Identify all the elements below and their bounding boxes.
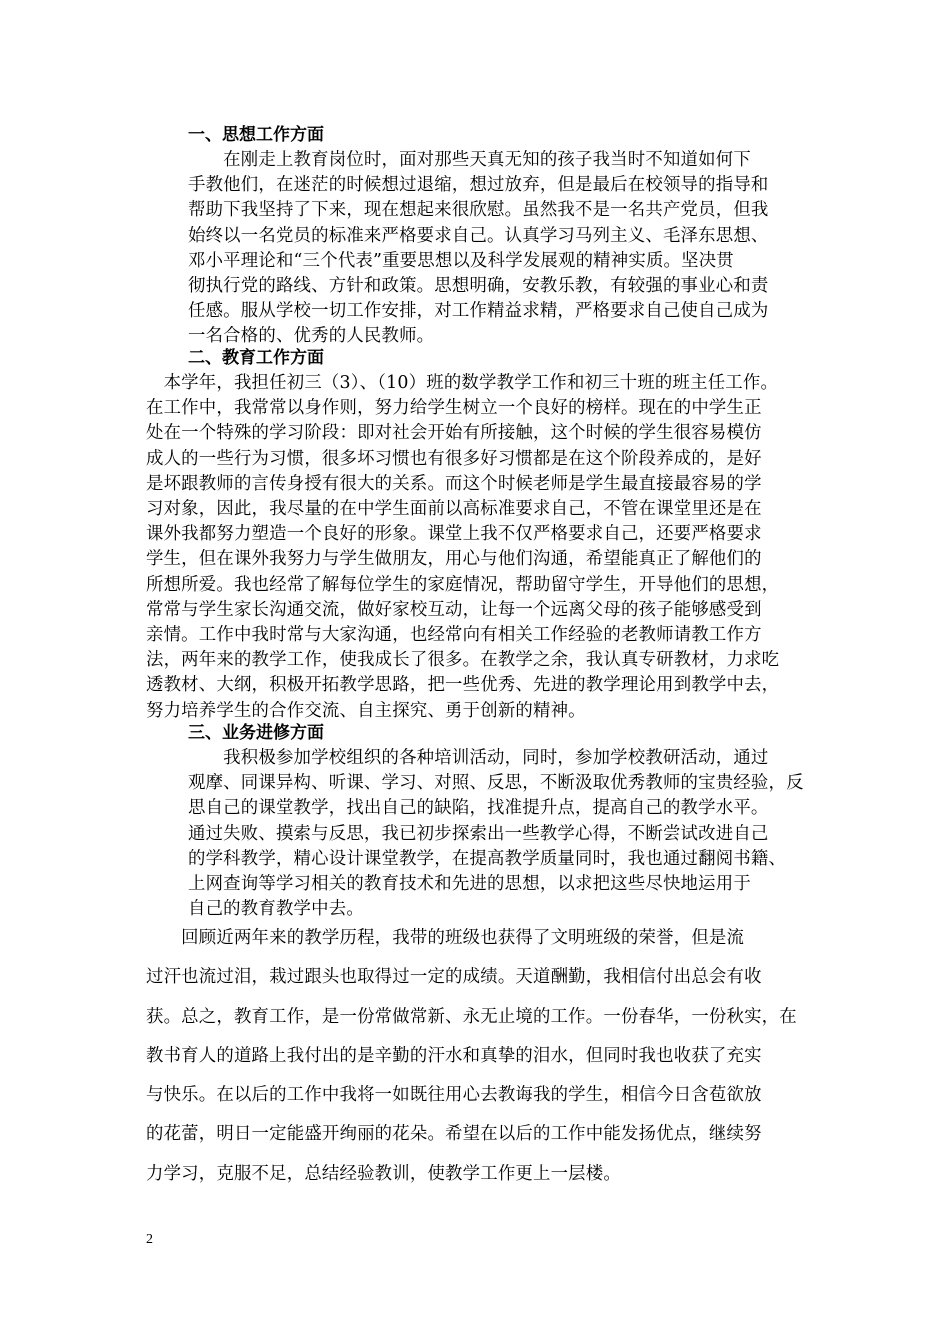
text-line: 亲情。工作中我时常与大家沟通，也经常向有相关工作经验的老教师请教工作方 bbox=[146, 625, 762, 646]
section-body-education bbox=[146, 371, 818, 724]
text-line: 习对象，因此，我尽量的在中学生面前以高标准要求自己，不管在课堂里还是在 bbox=[146, 499, 762, 520]
text-line: 透教材、大纲，积极开拓教学思路，把一些优秀、先进的教学理论用到教学中去， bbox=[146, 675, 780, 696]
text-line: 任感。服从学校一切工作安排，对工作精益求精，严格要求自己使自己成为 bbox=[188, 301, 769, 322]
text-line: 努力培养学生的合作交流、自主探究、勇于创新的精神。 bbox=[146, 700, 586, 721]
text-line: 邓小平理论和“三个代表”重要思想以及科学发展观的精神实质。坚决贯 bbox=[188, 250, 734, 271]
text-line: 力学习，克服不足，总结经验教训，使教学工作更上一层楼。 bbox=[146, 1163, 621, 1184]
text-line: 自己的教育教学中去。 bbox=[188, 899, 364, 920]
section-heading-education: 二、教育工作方面 bbox=[188, 348, 324, 368]
page-number: 2 bbox=[146, 1232, 153, 1247]
text-line: 与快乐。在以后的工作中我将一如既往用心去教诲我的学生，相信今日含苞欲放 bbox=[146, 1085, 762, 1106]
conclusion-paragraph bbox=[146, 919, 818, 1194]
text-line: 一名合格的、优秀的人民教师。 bbox=[188, 326, 435, 347]
text-line: 本学年，我担任初三（3）、（10）班的数学教学工作和初三十班的班主任工作。 bbox=[146, 373, 779, 393]
text-line: 教书育人的道路上我付出的是辛勤的汗水和真挚的泪水，但同时我也收获了充实 bbox=[146, 1045, 762, 1066]
text-line: 是坏跟教师的言传身授有很大的关系。而这个时候老师是学生最直接最容易的学 bbox=[146, 473, 762, 494]
section-heading-ideology: 一、思想工作方面 bbox=[188, 125, 324, 145]
text-line: 成人的一些行为习惯，很多坏习惯也有很多好习惯都是在这个阶段养成的，是好 bbox=[146, 448, 762, 469]
text-line: 处在一个特殊的学习阶段：即对社会开始有所接触，这个时候的学生很容易模仿 bbox=[146, 423, 762, 444]
text-line: 始终以一名党员的标准来严格要求自己。认真学习马列主义、毛泽东思想、 bbox=[188, 225, 769, 246]
text-line: 所想所爱。我也经常了解每位学生的家庭情况，帮助留守学生，开导他们的思想， bbox=[146, 574, 780, 595]
text-line: 过汗也流过泪，栽过跟头也取得过一定的成绩。天道酬勤，我相信付出总会有收 bbox=[146, 967, 762, 988]
text-line: 彻执行党的路线、方针和政策。思想明确，安教乐教，有较强的事业心和责 bbox=[188, 276, 769, 297]
section-body-professional-development bbox=[188, 746, 808, 922]
text-line: 观摩、同课异构、听课、学习、对照、反思，不断汲取优秀教师的宝贵经验，反 bbox=[188, 773, 804, 794]
section-body-ideology bbox=[188, 148, 808, 350]
text-line: 思自己的课堂教学，找出自己的缺陷，找准提升点，提高自己的教学水平。 bbox=[188, 798, 769, 819]
text-line: 常常与学生家长沟通交流，做好家校互动，让每一个远离父母的孩子能够感受到 bbox=[146, 599, 762, 620]
text-line: 课外我都努力塑造一个良好的形象。课堂上我不仅严格要求自己，还要严格要求 bbox=[146, 524, 762, 545]
text-line: 帮助下我坚持了下来，现在想起来很欣慰。虽然我不是一名共产党员，但我 bbox=[188, 200, 769, 221]
text-line: 上网查询等学习相关的教育技术和先进的思想，以求把这些尽快地运用于 bbox=[188, 874, 751, 895]
text-line: 法，两年来的教学工作，使我成长了很多。在教学之余，我认真专研教材，力求吃 bbox=[146, 650, 780, 671]
text-line: 的花蕾，明日一定能盛开绚丽的花朵。希望在以后的工作中能发扬优点，继续努 bbox=[146, 1124, 762, 1145]
text-line: 通过失败、摸索与反思，我已初步探索出一些教学心得，不断尝试改进自己 bbox=[188, 823, 769, 844]
text-line: 在刚走上教育岗位时，面对那些天真无知的孩子我当时不知道如何下 bbox=[188, 150, 751, 170]
text-line: 的学科教学，精心设计课堂教学，在提高教学质量同时，我也通过翻阅书籍、 bbox=[188, 848, 787, 869]
text-line: 我积极参加学校组织的各种培训活动，同时，参加学校教研活动，通过 bbox=[188, 748, 769, 768]
text-line: 在工作中，我常常以身作则，努力给学生树立一个良好的榜样。现在的中学生正 bbox=[146, 398, 762, 419]
text-line: 获。总之，教育工作，是一份常做常新、永无止境的工作。一份春华，一份秋实，在 bbox=[146, 1006, 797, 1027]
text-line: 手教他们，在迷茫的时候想过退缩，想过放弃，但是最后在校领导的指导和 bbox=[188, 175, 769, 196]
text-line: 回顾近两年来的教学历程，我带的班级也获得了文明班级的荣誉，但是流 bbox=[146, 928, 745, 948]
section-heading-professional-development: 三、业务进修方面 bbox=[188, 723, 324, 743]
text-line: 学生，但在课外我努力与学生做朋友，用心与他们沟通，希望能真正了解他们的 bbox=[146, 549, 762, 570]
